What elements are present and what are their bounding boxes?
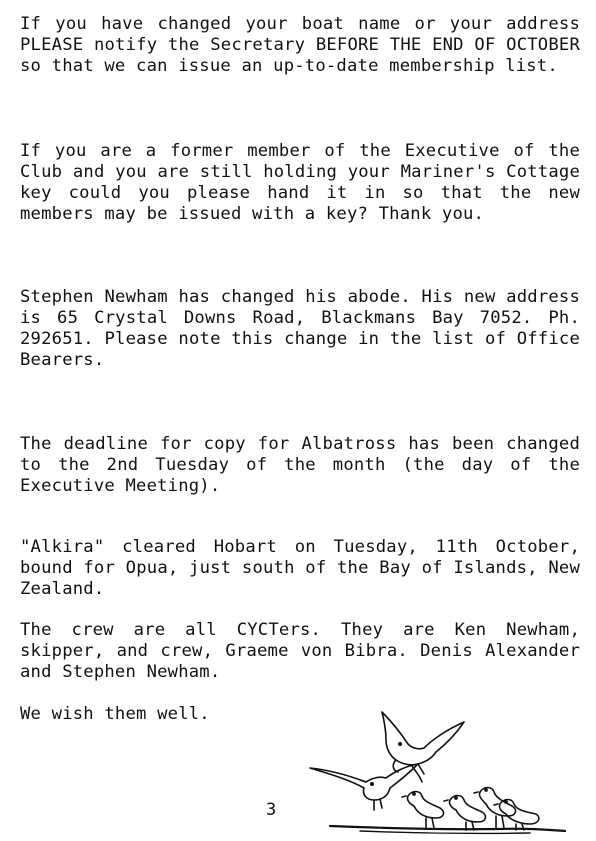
notice-address-change: Stephen Newham has changed his abode. His new address is 65 Crystal Downs Road, Blackmans Bay 7052. Ph. 292651. Please note this change in the list of Office Bearers. (20, 287, 580, 370)
notice-crew: The crew are all CYCTers. They are Ken Newham, skipper, and crew, Graeme von Bibra. Denis Alexander and Stephen Newham. (20, 620, 580, 682)
standing-gull-icon (402, 792, 443, 829)
standing-gull-icon (444, 796, 485, 831)
notice-cottage-key: If you are a former member of the Executive of the Club and you are still holding your Mariner's Cottage key could you please hand it in so that the new members may be issued with a key? Thank you. (20, 141, 580, 224)
notice-boat-name-address: If you have changed your boat name or your address PLEASE notify the Secretary BEFORE THE END OF OCTOBER so that we can issue an up-to-date membership list. (20, 14, 580, 76)
closing-wish: We wish them well. (20, 704, 210, 724)
seagulls-illustration (300, 700, 570, 835)
perched-gull-wings-icon (310, 764, 418, 810)
flying-gull-icon (382, 712, 464, 782)
notice-deadline: The deadline for copy for Albatross has been changed to the 2nd Tuesday of the month (the day of the Executive Meeting). (20, 434, 580, 496)
notice-alkira-departure: "Alkira" cleared Hobart on Tuesday, 11th October, bound for Opua, just south of the Bay of Islands, New Zealand. (20, 537, 580, 599)
page-number: 3 (266, 800, 277, 820)
